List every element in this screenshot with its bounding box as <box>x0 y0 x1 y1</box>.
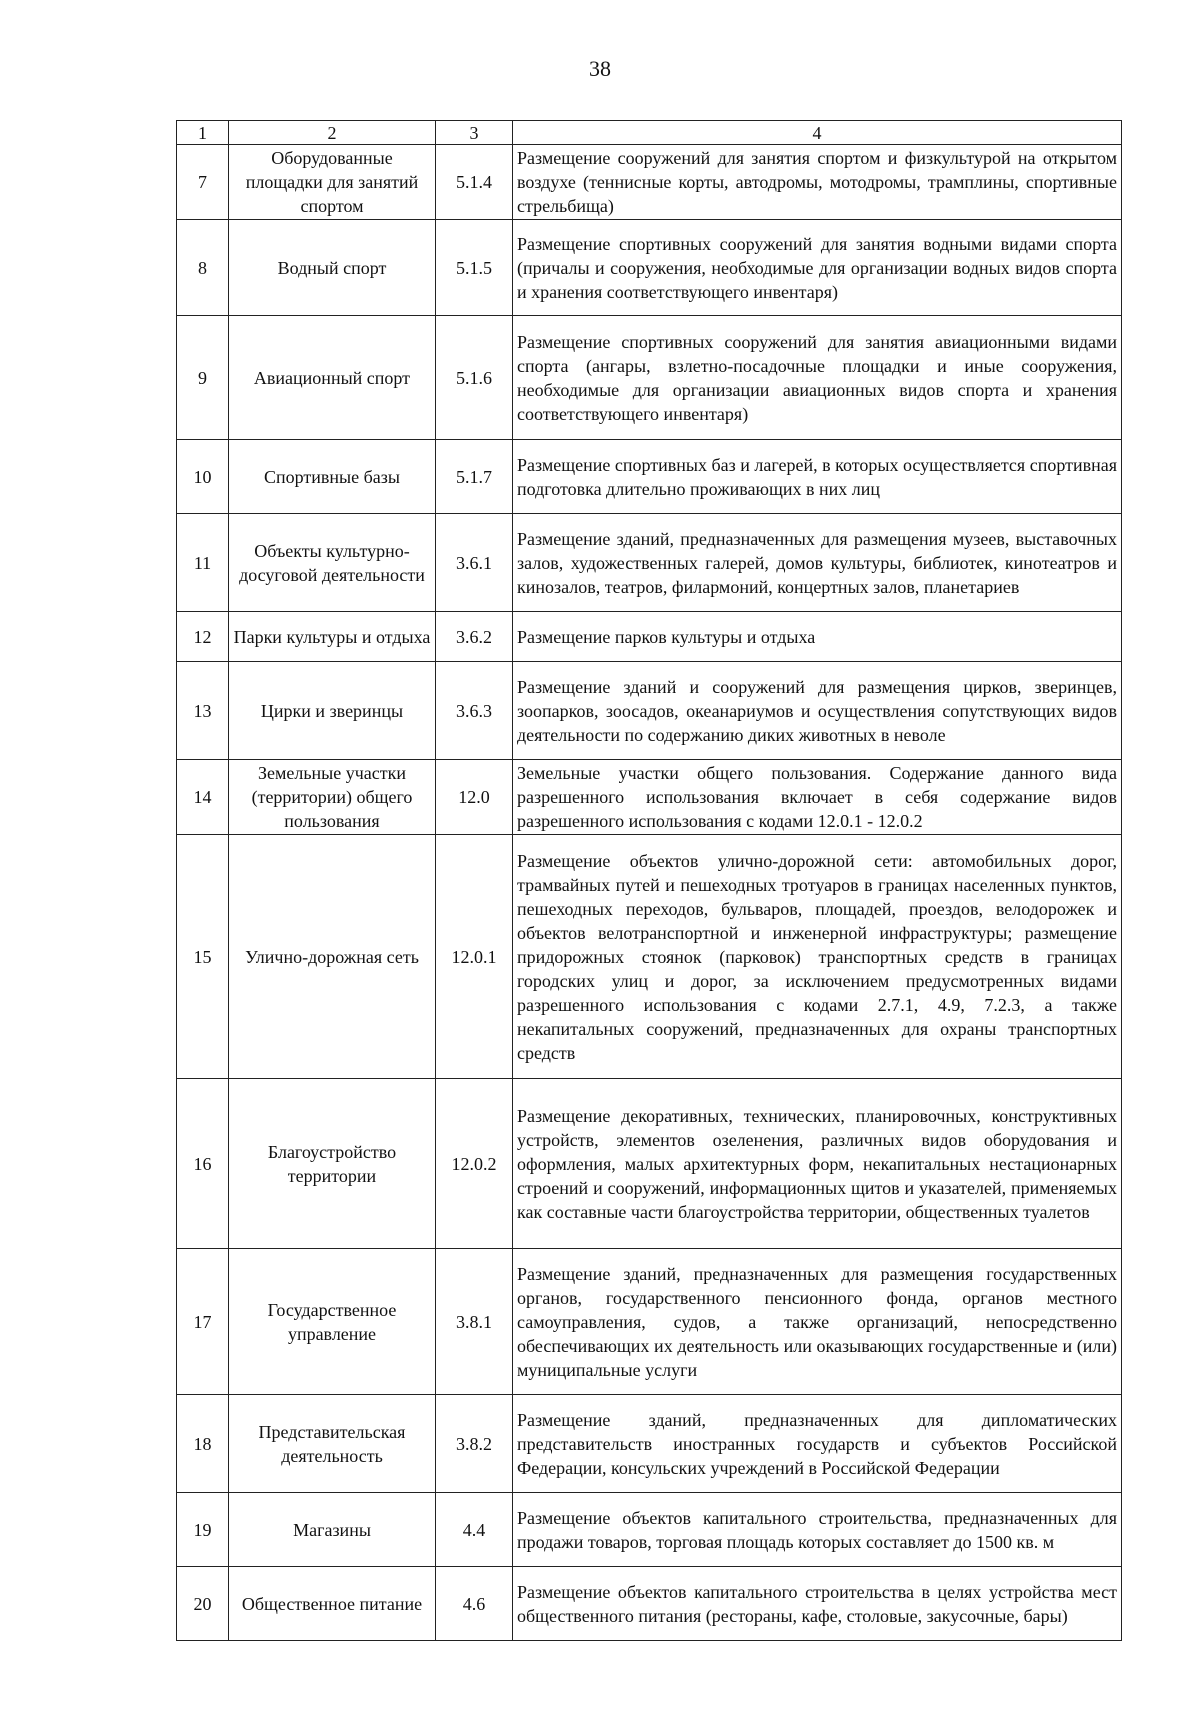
table-row <box>177 514 1122 612</box>
use-type-code: 3.6.3 <box>436 662 513 760</box>
use-type-code: 5.1.4 <box>436 145 513 220</box>
use-type-code: 12.0.1 <box>436 835 513 1079</box>
use-type-description: Размещение сооружений для занятия спортом и физкультурой на открытом воздухе (теннисные корты, автодромы, мотодромы, трамплины, спортивные стрельбища) <box>513 145 1122 220</box>
use-type-name: Оборудованные площадки для занятий спортом <box>229 145 436 220</box>
header-cell-4: 4 <box>513 121 1122 145</box>
use-type-code: 12.0.2 <box>436 1079 513 1249</box>
use-type-code: 3.8.2 <box>436 1395 513 1493</box>
use-type-description: Размещение объектов капитального строительства, предназначенных для продажи товаров, торговая площадь которых составляет до 1500 кв. м <box>513 1493 1122 1567</box>
use-type-description: Размещение зданий, предназначенных для размещения музеев, выставочных залов, художественных галерей, домов культуры, библиотек, кинотеатров и кинозалов, театров, филармоний, концертных залов, планетариев <box>513 514 1122 612</box>
use-type-description: Размещение спортивных сооружений для занятия водными видами спорта (причалы и сооружения, необходимые для организации водных видов спорта и хранения соответствующего инвентаря) <box>513 220 1122 316</box>
use-type-code: 5.1.6 <box>436 316 513 440</box>
use-type-code: 3.8.1 <box>436 1249 513 1395</box>
use-type-name: Водный спорт <box>229 220 436 316</box>
header-cell-3: 3 <box>436 121 513 145</box>
row-number: 9 <box>177 316 229 440</box>
header-row <box>177 121 1122 145</box>
row-number: 12 <box>177 612 229 662</box>
table-row <box>177 220 1122 316</box>
use-type-name: Благоустройство территории <box>229 1079 436 1249</box>
use-type-name: Объекты культурно-досуговой деятельности <box>229 514 436 612</box>
use-type-code: 3.6.1 <box>436 514 513 612</box>
table-row <box>177 316 1122 440</box>
header-cell-2: 2 <box>229 121 436 145</box>
use-type-description: Размещение парков культуры и отдыха <box>513 612 1122 662</box>
table-row <box>177 760 1122 835</box>
page-number: 38 <box>589 56 611 81</box>
use-type-description: Размещение спортивных сооружений для занятия авиационными видами спорта (ангары, взлетно-посадочные площадки и иные сооружения, необходимые для организации авиационных видов спорта и хранения соответствующего инвентаря) <box>513 316 1122 440</box>
use-type-description: Размещение зданий, предназначенных для дипломатических представительств иностранных государств и субъектов Российской Федерации, консульских учреждений в Российской Федерации <box>513 1395 1122 1493</box>
land-use-table <box>176 120 1122 1641</box>
use-type-code: 4.4 <box>436 1493 513 1567</box>
use-type-code: 4.6 <box>436 1567 513 1641</box>
header-cell-1: 1 <box>177 121 229 145</box>
row-number: 7 <box>177 145 229 220</box>
use-type-description: Земельные участки общего пользования. Содержание данного вида разрешенного использования включает в себя содержание видов разрешенного использования с кодами 12.0.1 - 12.0.2 <box>513 760 1122 835</box>
use-type-name: Государственное управление <box>229 1249 436 1395</box>
use-type-description: Размещение объектов капитального строительства в целях устройства мест общественного питания (рестораны, кафе, столовые, закусочные, бары) <box>513 1567 1122 1641</box>
use-type-name: Парки культуры и отдыха <box>229 612 436 662</box>
use-type-name: Цирки и зверинцы <box>229 662 436 760</box>
table-row <box>177 1249 1122 1395</box>
table-row <box>177 662 1122 760</box>
use-type-description: Размещение зданий, предназначенных для размещения государственных органов, государственного пенсионного фонда, органов местного самоуправления, судов, а также организаций, непосредственно обеспечивающих их деятельность или оказывающих государственные и (или) муниципальные услуги <box>513 1249 1122 1395</box>
use-type-name: Представительская деятельность <box>229 1395 436 1493</box>
use-type-name: Улично-дорожная сеть <box>229 835 436 1079</box>
use-type-code: 12.0 <box>436 760 513 835</box>
row-number: 13 <box>177 662 229 760</box>
table-row <box>177 145 1122 220</box>
use-type-description: Размещение спортивных баз и лагерей, в которых осуществляется спортивная подготовка длительно проживающих в них лиц <box>513 440 1122 514</box>
row-number: 18 <box>177 1395 229 1493</box>
use-type-name: Авиационный спорт <box>229 316 436 440</box>
row-number: 10 <box>177 440 229 514</box>
use-type-description: Размещение объектов улично-дорожной сети: автомобильных дорог, трамвайных путей и пешеходных тротуаров в границах населенных пунктов, пешеходных переходов, бульваров, площадей, проездов, велодорожек и объектов велотранспортной и инженерной инфраструктуры; размещение придорожных стоянок (парковок) транспортных средств в границах городских улиц и дорог, за исключением предусмотренных видами разрешенного использования с кодами 2.7.1, 4.9, 7.2.3, а также некапитальных сооружений, предназначенных для охраны транспортных средств <box>513 835 1122 1079</box>
use-type-description: Размещение зданий и сооружений для размещения цирков, зверинцев, зоопарков, зоосадов, океанариумов и осуществления сопутствующих видов деятельности по содержанию диких животных в неволе <box>513 662 1122 760</box>
row-number: 8 <box>177 220 229 316</box>
table-row <box>177 1079 1122 1249</box>
row-number: 11 <box>177 514 229 612</box>
table-row <box>177 440 1122 514</box>
use-type-description: Размещение декоративных, технических, планировочных, конструктивных устройств, элементов озеленения, различных видов оборудования и оформления, малых архитектурных форм, некапитальных нестационарных строений и сооружений, информационных щитов и указателей, применяемых как составные части благоустройства территории, общественных туалетов <box>513 1079 1122 1249</box>
row-number: 19 <box>177 1493 229 1567</box>
row-number: 15 <box>177 835 229 1079</box>
use-type-name: Общественное питание <box>229 1567 436 1641</box>
table-row <box>177 612 1122 662</box>
use-type-code: 5.1.5 <box>436 220 513 316</box>
use-type-name: Земельные участки (территории) общего пользования <box>229 760 436 835</box>
table-row <box>177 1493 1122 1567</box>
table-row <box>177 1395 1122 1493</box>
use-type-name: Магазины <box>229 1493 436 1567</box>
use-type-name: Спортивные базы <box>229 440 436 514</box>
row-number: 20 <box>177 1567 229 1641</box>
row-number: 17 <box>177 1249 229 1395</box>
table-row <box>177 835 1122 1079</box>
use-type-code: 3.6.2 <box>436 612 513 662</box>
table-row <box>177 1567 1122 1641</box>
row-number: 16 <box>177 1079 229 1249</box>
row-number: 14 <box>177 760 229 835</box>
use-type-code: 5.1.7 <box>436 440 513 514</box>
